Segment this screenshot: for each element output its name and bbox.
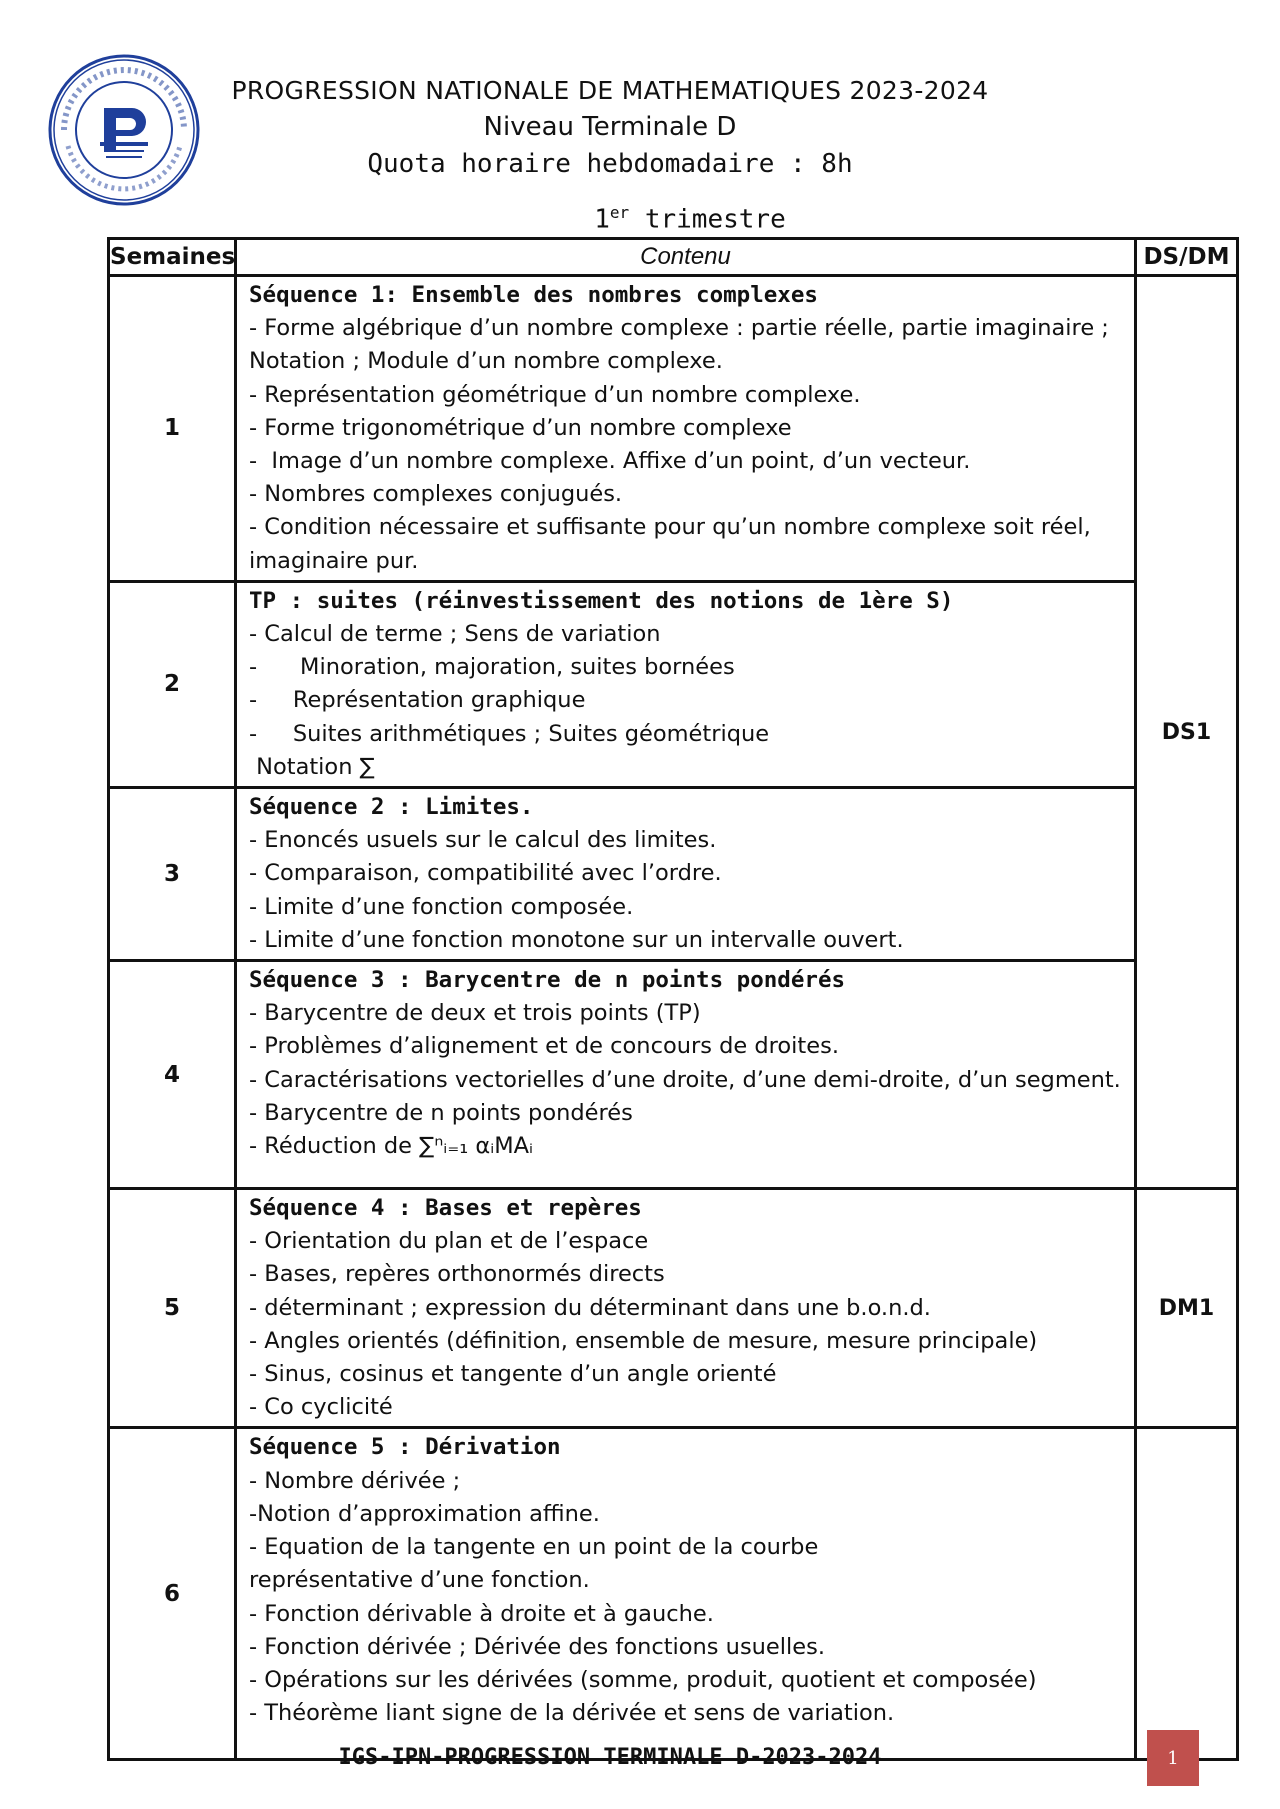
content-line: - Calcul de terme ; Sens de variation [249, 621, 661, 648]
content-line: représentative d’une fonction. [249, 1567, 590, 1594]
header-semaines: Semaines [109, 239, 236, 276]
table-row [109, 276, 1238, 582]
content-line: - Orientation du plan et de l’espace [249, 1228, 649, 1255]
content-line: - Co cyclicité [249, 1394, 393, 1421]
week-cell: 3 [109, 788, 236, 961]
content-line: - Angles orientés (définition, ensemble de mesure, mesure principale) [249, 1327, 1038, 1354]
content-line: - Image d’un nombre complexe. Affixe d’un point, d’un vecteur. [249, 448, 971, 475]
table-row [109, 1189, 1238, 1428]
content-line: - Limite d’une fonction monotone sur un intervalle ouvert. [249, 926, 904, 953]
content-line: - Condition nécessaire et suffisante pour qu’un nombre complexe soit réel, [249, 514, 1091, 541]
content-cell [236, 961, 1136, 1189]
week-cell: 6 [109, 1428, 236, 1760]
content-line: - Nombre dérivée ; [249, 1467, 461, 1494]
content-line: - Fonction dérivable à droite et à gauche. [249, 1600, 714, 1627]
content-line: - Equation de la tangente en un point de la courbe [249, 1534, 819, 1561]
content-line: -Notion d’approximation affine. [249, 1500, 600, 1527]
content-line: - Problèmes d’alignement et de concours de droites. [249, 1033, 839, 1060]
sequence-title: Séquence 5 : Dérivation [249, 1434, 561, 1461]
content-line: - Enoncés usuels sur le calcul des limites. [249, 827, 717, 854]
table-row [109, 1428, 1238, 1760]
content-line: - Comparaison, compatibilité avec l’ordre. [249, 860, 722, 887]
content-line: imaginaire pur. [249, 547, 419, 574]
content-cell [236, 581, 1136, 787]
trimestre-sup: er [609, 203, 630, 222]
content-line: - Opérations sur les dérivées (somme, produit, quotient et composée) [249, 1666, 1037, 1693]
table-row [109, 788, 1238, 961]
ministry-seal-icon [44, 50, 204, 210]
header-contenu: Contenu [236, 239, 1136, 276]
week-cell: 1 [109, 276, 236, 582]
content-line: - déterminant ; expression du déterminant dans une b.o.n.d. [249, 1294, 931, 1321]
content-line: - Limite d’une fonction composée. [249, 893, 634, 920]
content-line: - Forme trigonométrique d’un nombre complexe [249, 414, 792, 441]
content-line: - Sinus, cosinus et tangente d’un angle orienté [249, 1361, 777, 1388]
content-line: - Barycentre de n points pondérés [249, 1099, 633, 1126]
footer-text: IGS-IPN-PROGRESSION TERMINALE D-2023-2024 [338, 1745, 882, 1770]
content-cell [236, 276, 1136, 582]
content-line: - Réduction de ∑ⁿᵢ₌₁ αᵢMAᵢ [249, 1133, 534, 1160]
content-cell [236, 1428, 1136, 1760]
page-number: 1 [1147, 1730, 1199, 1786]
level-line: Niveau Terminale D [483, 112, 737, 142]
content-line: - Bases, repères orthonormés directs [249, 1261, 665, 1288]
content-line: - Minoration, majoration, suites bornées [249, 654, 735, 681]
week-cell: 4 [109, 961, 236, 1189]
table-row [109, 961, 1238, 1189]
page-header [200, 72, 1020, 183]
dm-cell: DM1 [1136, 1189, 1238, 1428]
content-line: - Forme algébrique d’un nombre complexe : partie réelle, partie imaginaire ; [249, 315, 1109, 342]
header-dsdm: DS/DM [1136, 239, 1238, 276]
content-line: - Barycentre de deux et trois points (TP) [249, 1000, 701, 1027]
ds-empty-cell [1136, 1428, 1238, 1760]
table-header-row [109, 239, 1238, 276]
quota-line: Quota horaire hebdomadaire : 8h [367, 149, 853, 179]
content-line: - Représentation graphique [249, 687, 586, 714]
week-cell: 2 [109, 581, 236, 787]
content-line: - Fonction dérivée ; Dérivée des fonctions usuelles. [249, 1633, 825, 1660]
trimestre-label: trimestre [629, 204, 786, 235]
progression-table [107, 237, 1239, 1761]
trimestre-heading [500, 203, 880, 235]
week-cell: 5 [109, 1189, 236, 1428]
sequence-title: Séquence 1: Ensemble des nombres complexes [249, 282, 818, 308]
sequence-title: Séquence 3 : Barycentre de n points pondérés [249, 967, 846, 994]
content-cell [236, 788, 1136, 961]
content-line: - Suites arithmétiques ; Suites géométrique [249, 720, 770, 747]
page-title: PROGRESSION NATIONALE DE MATHEMATIQUES 2023-2024 [231, 76, 989, 105]
content-line: - Représentation géométrique d’un nombre complexe. [249, 381, 861, 408]
content-line: Notation ; Module d’un nombre complexe. [249, 348, 723, 375]
content-line: - Nombres complexes conjugués. [249, 481, 623, 508]
content-line: - Théorème liant signe de la dérivée et sens de variation. [249, 1700, 895, 1727]
sequence-title: TP : suites (réinvestissement des notions de 1ère S) [249, 587, 954, 614]
ds-cell: DS1 [1136, 276, 1238, 1189]
content-line: - Caractérisations vectorielles d’une droite, d’une demi-droite, d’un segment. [249, 1066, 1121, 1093]
content-line: Notation ∑ [249, 753, 375, 780]
trimestre-number: 1 [594, 204, 610, 235]
sequence-title: Séquence 2 : Limites. [249, 794, 534, 821]
content-cell [236, 1189, 1136, 1428]
sequence-title: Séquence 4 : Bases et repères [249, 1195, 642, 1222]
table-row [109, 581, 1238, 787]
